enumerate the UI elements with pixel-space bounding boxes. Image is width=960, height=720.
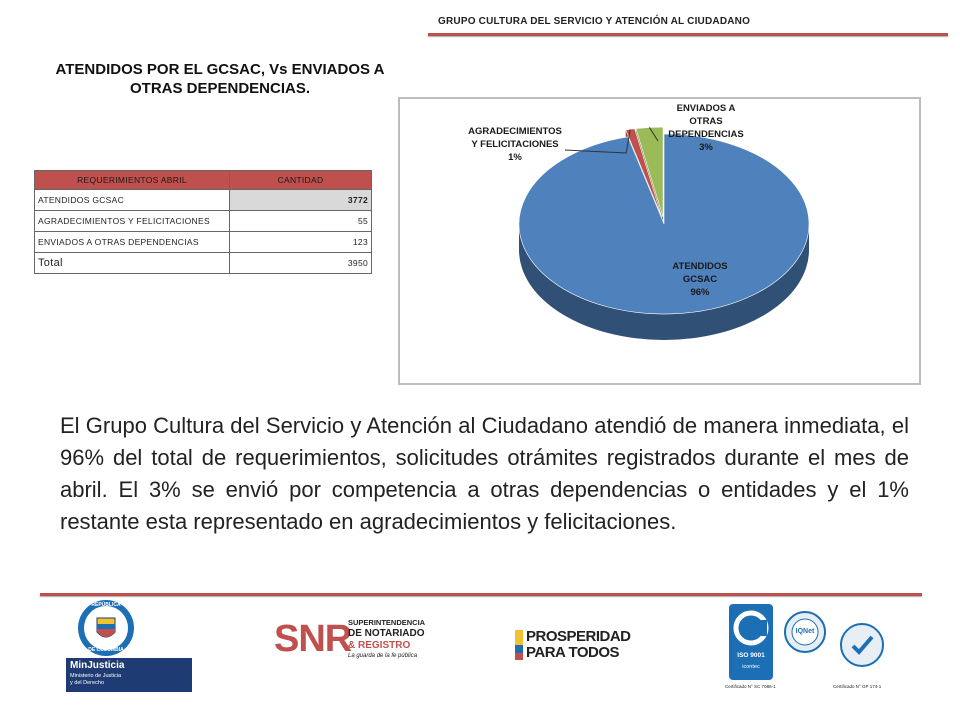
table-cell-value: 123 [230,232,372,253]
requirements-table [34,170,372,274]
header-title: GRUPO CULTURA DEL SERVICIO Y ATENCIÓN AL CIUDADANO [438,16,751,27]
table-cell-label: AGRADECIMIENTOS Y FELICITACIONES [35,211,230,232]
iqnet-label: IQNet [795,628,815,635]
snr-tagline: La guarda de la fe pública [348,653,418,659]
icontec-label: icontec [742,664,760,670]
snr-line-3: & REGISTRO [348,640,411,651]
table-total-row [35,253,372,274]
pie-label-enviados: ENVIADOS A OTRAS DEPENDENCIAS 3% [668,103,744,153]
pie-slice [519,134,809,314]
slide-title: ATENDIDOS POR EL GCSAC, Vs ENVIADOS A OTRAS DEPENDENCIAS. [55,61,385,97]
header-divider [428,33,948,36]
table-row [35,190,372,211]
snr-mark: SNR [274,618,352,660]
pie-chart-svg [400,99,919,383]
seal-bottom-text: DE COLOMBIA [88,647,124,653]
minjusticia-subtitle-2: y del Derecho [70,680,104,686]
table-row [35,211,372,232]
snr-logo [270,608,446,696]
pie-label-atendidos: ATENDIDOS GCSAC 96% [672,261,728,298]
snr-line-1: SUPERINTENDENCIA [348,618,426,627]
table-row [35,232,372,253]
certificate-1: Certificado N° SC 7086-1 [725,684,776,689]
table-cell-label: ENVIADOS A OTRAS DEPENDENCIAS [35,232,230,253]
certification-logos [725,602,895,694]
quality-seal-icon [839,622,885,668]
minjusticia-logo [66,598,192,694]
table-header-quantity: CANTIDAD [230,171,372,190]
table-header-requirements: REQUERIMIENTOS ABRIL [35,171,230,190]
minjusticia-name: MinJusticia [70,660,125,671]
colombia-flag-icon [515,630,523,660]
summary-paragraph: El Grupo Cultura del Servicio y Atención al Ciudadano atendió de manera inmediata, el 96% del total de requerimientos, solicitudes otrámites registrados durante el mes de abril. El 3% se envió por competencia a otras dependencias o entidades y el 1% restante esta representado en agradecimientos y felicitaciones. [60,413,909,534]
minjusticia-subtitle-1: Ministerio de Justicia [70,673,122,679]
certificate-2: Certificado N° GP 174-1 [833,684,882,689]
prosperidad-line-1: PROSPERIDAD [526,628,631,645]
pie-label-agradecimientos: AGRADECIMIENTOS Y FELICITACIONES 1% [468,126,562,163]
table-cell-value: 3772 [230,190,372,211]
prosperidad-logo [515,628,645,664]
prosperidad-line-2: PARA TODOS [526,644,620,661]
table-cell-label: ATENDIDOS GCSAC [35,190,230,211]
table-cell-value: 55 [230,211,372,232]
table-cell-value: 3950 [230,253,372,274]
footer-divider [40,593,922,596]
pie-chart [398,97,921,385]
snr-line-2: DE NOTARIADO [348,628,425,639]
table-header-row [35,171,372,190]
iso-label: ISO 9001 [737,652,765,659]
table-cell-label: Total [35,253,230,274]
seal-top-text: REPÚBLICA [91,602,121,608]
icontec-icon [729,608,773,648]
